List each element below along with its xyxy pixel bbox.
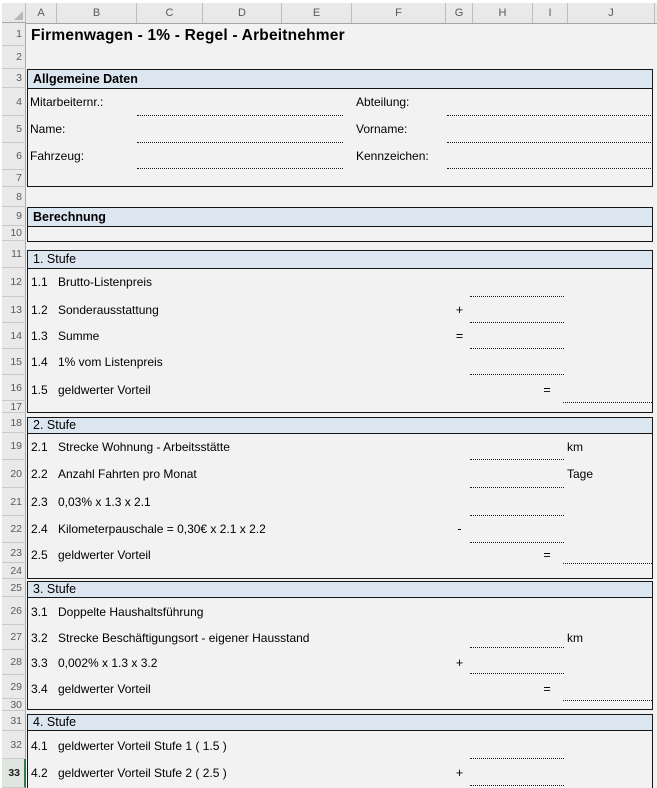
operator-plus: + <box>455 656 464 670</box>
table-row-3-1 <box>0 602 657 622</box>
row-label-3-3: 0,002% x 1.3 x 3.2 <box>58 656 158 670</box>
row-label-2-1: Strecke Wohnung - Arbeitsstätte <box>58 440 230 454</box>
row-header-3[interactable]: 3 <box>2 69 26 88</box>
input-3-4[interactable] <box>563 700 652 701</box>
table-row-1-3 <box>0 326 657 346</box>
stage-4-header: 4. Stufe <box>27 714 653 731</box>
label-kennzeichen: Kennzeichen: <box>356 149 429 163</box>
row-header-32[interactable]: 32 <box>2 731 26 759</box>
row-header-21[interactable]: 21 <box>2 488 26 516</box>
row-header-5[interactable]: 5 <box>2 116 26 143</box>
row-header-19[interactable]: 19 <box>2 433 26 460</box>
table-row-1-4 <box>0 352 657 372</box>
column-header-a[interactable]: A <box>26 3 57 23</box>
row-header-14[interactable]: 14 <box>2 323 26 349</box>
row-header-30[interactable]: 30 <box>2 699 26 711</box>
table-row-1-2 <box>0 300 657 320</box>
input-2-3[interactable] <box>470 515 564 516</box>
table-row-3-2 <box>0 628 657 648</box>
input-name[interactable] <box>137 142 343 143</box>
label-mitarbeiternr: Mitarbeiternr.: <box>30 95 104 109</box>
row-label-2-5: geldwerter Vorteil <box>58 548 151 562</box>
section-header-berechnung: Berechnung <box>27 207 653 227</box>
row-number-2-3: 2.3 <box>31 495 48 509</box>
row-number-4-2: 4.2 <box>31 766 48 780</box>
input-1-3[interactable] <box>470 348 564 349</box>
row-label-2-3: 0,03% x 1.3 x 2.1 <box>58 495 151 509</box>
row-number-3-3: 3.3 <box>31 656 48 670</box>
row-number-1-4: 1.4 <box>31 355 48 369</box>
input-1-5[interactable] <box>563 402 652 403</box>
column-header-e[interactable]: E <box>282 3 352 23</box>
input-kennzeichen[interactable] <box>447 168 651 169</box>
row-number-1-1: 1.1 <box>31 275 48 289</box>
label-abteilung: Abteilung: <box>356 95 410 109</box>
row-label-2-2: Anzahl Fahrten pro Monat <box>58 467 197 481</box>
table-row-1-5 <box>0 380 657 400</box>
input-1-2[interactable] <box>470 322 564 323</box>
table-row-4-2 <box>0 763 657 783</box>
input-1-1[interactable] <box>470 296 564 297</box>
table-row-2-3 <box>0 492 657 512</box>
unit-tage: Tage <box>567 467 594 481</box>
column-header-b[interactable]: B <box>57 3 137 23</box>
column-header-h[interactable]: H <box>473 3 533 23</box>
row-number-2-2: 2.2 <box>31 467 48 481</box>
row-header-7[interactable]: 7 <box>2 170 26 187</box>
empty-row-box <box>27 226 653 242</box>
table-row-4-1 <box>0 736 657 756</box>
row-header-27[interactable]: 27 <box>2 625 26 650</box>
row-header-18[interactable]: 18 <box>2 413 26 433</box>
unit-km: km <box>567 631 583 645</box>
row-number-1-3: 1.3 <box>31 329 48 343</box>
operator-plus: + <box>455 303 464 317</box>
table-row-3-3 <box>0 653 657 673</box>
row-label-2-4: Kilometerpauschale = 0,30€ x 2.1 x 2.2 <box>58 522 266 536</box>
row-number-1-2: 1.2 <box>31 303 48 317</box>
input-fahrzeug[interactable] <box>137 168 343 169</box>
label-fahrzeug: Fahrzeug: <box>30 149 85 163</box>
row-header-22[interactable]: 22 <box>2 516 26 543</box>
operator-equals: = <box>543 548 551 562</box>
row-number-3-4: 3.4 <box>31 682 48 696</box>
row-number-1-5: 1.5 <box>31 383 48 397</box>
input-vorname[interactable] <box>447 142 651 143</box>
row-label-4-1: geldwerter Vorteil Stufe 1 ( 1.5 ) <box>58 739 227 753</box>
table-row-2-2 <box>0 464 657 484</box>
row-header-12[interactable]: 12 <box>2 268 26 297</box>
input-4-2[interactable] <box>470 785 564 786</box>
row-header-10[interactable]: 10 <box>2 226 26 241</box>
row-number-3-1: 3.1 <box>31 605 48 619</box>
input-3-2[interactable] <box>470 647 564 648</box>
row-label-3-2: Strecke Beschäftigungsort - eigener Hausstand <box>58 631 310 645</box>
column-header-c[interactable]: C <box>137 3 203 23</box>
row-header-26[interactable]: 26 <box>2 597 26 625</box>
input-2-5[interactable] <box>563 563 652 564</box>
section-header-allgemeine-daten: Allgemeine Daten <box>27 69 653 89</box>
row-header-9[interactable]: 9 <box>2 207 26 226</box>
row-header-33[interactable]: 33 <box>2 759 26 788</box>
row-header-29[interactable]: 29 <box>2 675 26 699</box>
row-header-15[interactable]: 15 <box>2 349 26 375</box>
column-header-d[interactable]: D <box>203 3 282 23</box>
input-3-3[interactable] <box>470 673 564 674</box>
unit-km: km <box>567 440 583 454</box>
input-mitarbeiternr[interactable] <box>137 115 343 116</box>
operator-equals: = <box>543 383 551 397</box>
row-header-1[interactable]: 1 <box>2 23 26 46</box>
row-header-23[interactable]: 23 <box>2 543 26 563</box>
row-label-1-3: Summe <box>58 329 100 343</box>
row-header-28[interactable]: 28 <box>2 650 26 675</box>
row-header-2[interactable]: 2 <box>2 46 26 69</box>
row-number-3-2: 3.2 <box>31 631 48 645</box>
label-name: Name: <box>30 122 66 136</box>
row-header-8[interactable]: 8 <box>2 187 26 207</box>
input-abteilung[interactable] <box>447 115 651 116</box>
row-header-6[interactable]: 6 <box>2 143 26 170</box>
row-label-1-1: Brutto-Listenpreis <box>58 275 153 289</box>
table-row-1-1 <box>0 272 657 292</box>
input-2-4[interactable] <box>470 542 564 543</box>
row-header-16[interactable]: 16 <box>2 375 26 401</box>
operator-minus: - <box>457 522 462 536</box>
row-label-1-2: Sonderausstattung <box>58 303 159 317</box>
column-header-f[interactable]: F <box>352 3 446 23</box>
row-header-31[interactable]: 31 <box>2 711 26 731</box>
input-4-1[interactable] <box>470 758 564 759</box>
row-header-11[interactable]: 11 <box>2 241 26 268</box>
stage-3-header: 3. Stufe <box>27 581 653 598</box>
column-header-j[interactable]: J <box>568 3 655 23</box>
table-row-2-1 <box>0 437 657 457</box>
row-label-3-1: Doppelte Haushaltsführung <box>58 605 204 619</box>
select-all-triangle-icon <box>14 11 23 20</box>
input-2-1[interactable] <box>470 459 564 460</box>
row-header-17[interactable]: 17 <box>2 401 26 413</box>
label-vorname: Vorname: <box>356 122 408 136</box>
input-2-2[interactable] <box>470 487 564 488</box>
row-header-4[interactable]: 4 <box>2 88 26 116</box>
row-header-25[interactable]: 25 <box>2 579 26 597</box>
row-label-3-4: geldwerter Vorteil <box>58 682 151 696</box>
stage-1-header: 1. Stufe <box>27 250 653 269</box>
row-label-4-2: geldwerter Vorteil Stufe 2 ( 2.5 ) <box>58 766 227 780</box>
page-title: Firmenwagen - 1% - Regel - Arbeitnehmer <box>31 27 345 44</box>
operator-plus: + <box>455 766 464 780</box>
column-header-row <box>2 3 657 24</box>
table-row-2-5 <box>0 545 657 565</box>
row-number-4-1: 4.1 <box>31 739 48 753</box>
input-1-4[interactable] <box>470 374 564 375</box>
operator-equals: = <box>455 329 464 343</box>
operator-equals: = <box>543 682 551 696</box>
row-header-column <box>2 23 26 788</box>
table-row-3-4 <box>0 679 657 699</box>
row-label-1-4: 1% vom Listenpreis <box>58 355 163 369</box>
column-header-i[interactable]: I <box>533 3 568 23</box>
row-header-24[interactable]: 24 <box>2 563 26 579</box>
row-header-20[interactable]: 20 <box>2 460 26 488</box>
row-header-13[interactable]: 13 <box>2 297 26 323</box>
row-number-2-5: 2.5 <box>31 548 48 562</box>
stage-2-header: 2. Stufe <box>27 417 653 434</box>
column-header-g[interactable]: G <box>446 3 473 23</box>
row-number-2-1: 2.1 <box>31 440 48 454</box>
table-row-2-4 <box>0 519 657 539</box>
select-all-button[interactable] <box>2 3 26 23</box>
row-label-1-5: geldwerter Vorteil <box>58 383 151 397</box>
row-number-2-4: 2.4 <box>31 522 48 536</box>
